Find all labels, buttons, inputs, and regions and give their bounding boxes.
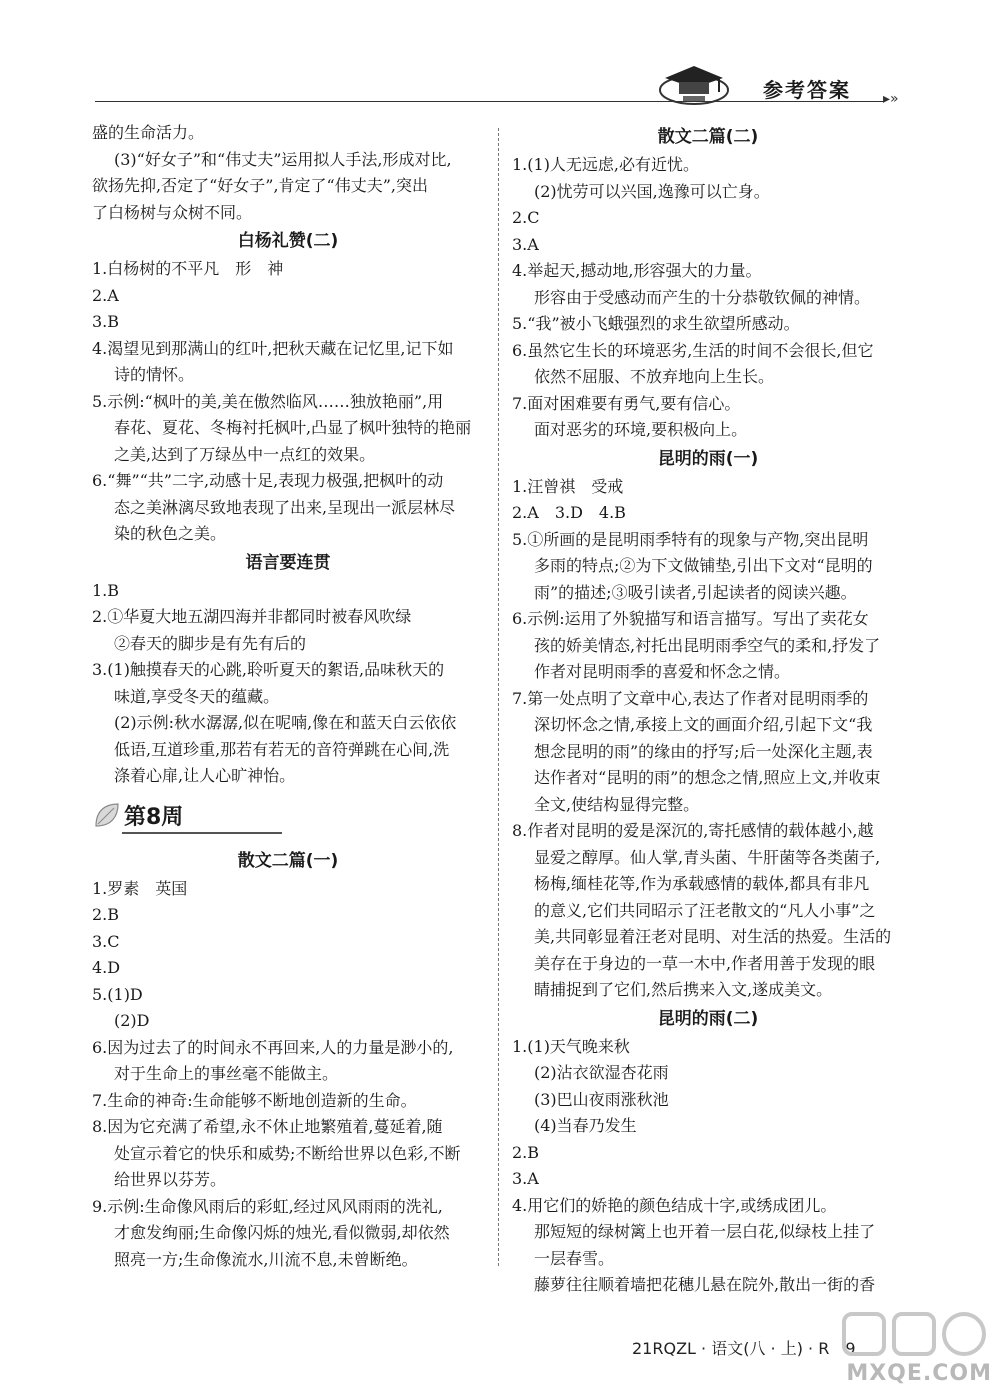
answer-line: 涤着心扉,让人心旷神怡。 — [114, 766, 296, 785]
week-label: 第8周 — [124, 804, 184, 830]
answer-line: (2)D — [114, 1011, 150, 1030]
section-heading: 语言要连贯 — [245, 552, 331, 573]
answer-line: 全文,使结构显得完整。 — [534, 794, 700, 814]
answer-line: 美,共同彰显着汪老对昆明、对生活的热爱。生活的 — [534, 927, 892, 946]
answer-line: 显爱之醇厚。仙人掌,青头菌、牛肝菌等各类菌子, — [534, 847, 881, 867]
section-heading: 白杨礼赞(二) — [237, 231, 339, 251]
answer-line: ②春天的脚步是有先有后的 — [114, 633, 307, 653]
answer-line: 1.汪曾祺 受戒 — [512, 476, 624, 496]
section-heading: 散文二篇(一) — [237, 850, 339, 871]
page-footer: 21RQZL · 语文(八 · 上) · R 9 — [632, 1339, 856, 1358]
answer-line: 一层春雪。 — [534, 1248, 615, 1268]
watermark-badge-icon — [840, 1310, 992, 1362]
answer-line: 多雨的特点;②为下文做铺垫,引出下文对“昆明的 — [534, 556, 873, 575]
answer-line: 的意义,它们共同昭示了汪老散文的“凡人小事”之 — [534, 900, 876, 920]
answer-line: 达作者对“昆明的雨”的想念之情,照应上文,并收束 — [534, 768, 881, 787]
answer-line: (2)沾衣欲湿杏花雨 — [534, 1063, 669, 1082]
answer-line: 才愈发绚丽;生命像闪烁的烛光,看似微弱,却依然 — [114, 1223, 450, 1242]
answer-line: (2)示例:秋水潺潺,似在呢喃,像在和蓝天白云依依 — [114, 713, 457, 732]
watermark-logo — [840, 1310, 992, 1386]
answer-line: 6.示例:运用了外貌描写和语言描写。写出了卖花女 — [512, 609, 869, 628]
answer-line: 照亮一方;生命像流水,川流不息,未曾断绝。 — [114, 1249, 418, 1269]
answer-line: (3)巴山夜雨涨秋池 — [534, 1089, 669, 1109]
right-column — [512, 122, 904, 1299]
section-heading: 散文二篇(二) — [657, 127, 759, 147]
answer-line: 3.B — [92, 312, 120, 331]
answer-line: 处宣示着它的快乐和威势;不断给世界以色彩,不断 — [114, 1143, 461, 1163]
answer-line: 2.C — [512, 208, 540, 227]
header-title: 参考答案 — [763, 78, 851, 102]
answer-line: 7.第一处点明了文章中心,表达了作者对昆明雨季的 — [512, 688, 869, 708]
page-header — [95, 58, 915, 108]
header-arrow-icon: ▸» — [883, 91, 899, 107]
answer-line: 4.举起天,撼动地,形容强大的力量。 — [512, 261, 762, 280]
answer-line: 雨”的描述;③吸引读者,引起读者的阅读兴趣。 — [534, 582, 857, 602]
answer-line: 欲扬先抑,否定了“好女子”,肯定了“伟丈夫”,突出 — [92, 176, 428, 195]
answer-line: 5.①所画的是昆明雨季特有的现象与产物,突出昆明 — [512, 529, 869, 549]
answer-line: 染的秋色之美。 — [114, 524, 227, 543]
answer-line: 味道,享受冬天的蕴藏。 — [114, 686, 280, 706]
answer-line: 依然不屈服、不放弃地向上生长。 — [534, 367, 775, 386]
left-column — [92, 120, 484, 1273]
answer-line: 3.C — [92, 931, 120, 951]
answer-line: (3)“好女子”和“伟丈夫”运用拟人手法,形成对比, — [114, 149, 452, 169]
answer-line: 形容由于受感动而产生的十分恭敬钦佩的神情。 — [534, 287, 871, 307]
answer-line: 2.A — [92, 285, 119, 305]
answer-line: 想念昆明的雨”的缘由的抒写;后一处深化主题,表 — [534, 741, 873, 761]
answer-line: 1.(1)天气晚来秋 — [512, 1036, 630, 1056]
answer-line: 1.B — [92, 580, 120, 600]
answer-line: 8.因为它充满了希望,永不休止地繁殖着,蔓延着,随 — [92, 1117, 443, 1136]
answer-line: 睛捕捉到了它们,然后携来入文,遂成美文。 — [534, 980, 833, 999]
answer-line: 4.用它们的娇艳的颜色结成十字,或绣成团儿。 — [512, 1195, 837, 1215]
answer-line: 作者对昆明雨季的喜爱和怀念之情。 — [534, 662, 791, 681]
answer-line: 态之美淋漓尽致地表现了出来,呈现出一派层林尽 — [114, 497, 456, 517]
answer-line: 美存在于身边的一草一木中,作者用善于发现的眼 — [534, 953, 876, 973]
answer-line: 5.(1)D — [92, 984, 143, 1004]
answer-line: 3.(1)触摸春天的心跳,聆听夏天的絮语,品味秋天的 — [92, 660, 445, 679]
answer-line: 春花、夏花、冬梅衬托枫叶,凸显了枫叶独特的艳丽 — [114, 418, 472, 437]
answer-line: 6.“舞”“共”二字,动感十足,表现力极强,把枫叶的动 — [92, 471, 444, 490]
answer-line: 诗的情怀。 — [114, 365, 195, 384]
leaf-icon — [92, 800, 122, 830]
answer-line: 2.A 3.D 4.B — [512, 503, 626, 522]
answer-line: 了白杨树与众树不同。 — [92, 202, 253, 222]
answer-line: 之美,达到了万绿丛中一点红的效果。 — [114, 444, 376, 464]
answer-line: 7.生命的神奇:生命能够不断地创造新的生命。 — [92, 1090, 417, 1110]
answer-line: 6.因为过去了的时间永不再回来,人的力量是渺小的, — [92, 1037, 454, 1057]
answer-line: (2)忧劳可以兴国,逸豫可以亡身。 — [534, 181, 770, 201]
answer-line: 1.白杨树的不平凡 形 神 — [92, 259, 284, 278]
answer-line: 盛的生命活力。 — [92, 123, 205, 142]
answer-line: 面对恶劣的环境,要积极向上。 — [534, 420, 748, 439]
answer-line: 5.“我”被小飞蛾强烈的求生欲望所感动。 — [512, 314, 800, 333]
answer-line: 给世界以芬芳。 — [114, 1170, 227, 1189]
section-heading: 昆明的雨(一) — [657, 448, 759, 469]
answer-line: 7.面对困难要有勇气,要有信心。 — [512, 393, 741, 413]
week-heading — [92, 794, 484, 838]
answer-line: (4)当春乃发生 — [534, 1116, 637, 1135]
answer-line: 1.(1)人无远虑,必有近忧。 — [512, 155, 700, 174]
answer-line: 藤萝往往顺着墙把花穗儿悬在院外,散出一街的香 — [534, 1275, 876, 1294]
answer-line: 3.A — [512, 234, 539, 254]
answer-line: 2.B — [512, 1142, 540, 1162]
answer-line: 6.虽然它生长的环境恶劣,生活的时间不会很长,但它 — [512, 340, 874, 360]
answer-line: 8.作者对昆明的爱是深沉的,寄托感情的载体越小,越 — [512, 821, 874, 840]
answer-line: 低语,互道珍重,那若有若无的音符弹跳在心间,洗 — [114, 739, 450, 759]
answer-line: 深切怀念之情,承接上文的画面介绍,引起下文“我 — [534, 715, 873, 734]
graduation-cap-logo-icon — [657, 60, 731, 106]
answer-line: 1.罗素 英国 — [92, 878, 188, 898]
answer-line: 杨梅,缅桂花等,作为承载感情的载体,都具有非凡 — [534, 874, 870, 893]
section-heading: 昆明的雨(二) — [657, 1008, 759, 1029]
watermark-text: MXQE.COM — [846, 1361, 992, 1386]
answer-line: 4.D — [92, 958, 121, 977]
answer-line: 4.渴望见到那满山的红叶,把秋天藏在记忆里,记下如 — [92, 338, 454, 358]
week-underline — [122, 832, 282, 834]
answer-line: 对于生命上的事丝毫不能做主。 — [114, 1064, 339, 1083]
answer-line: 3.A — [512, 1169, 539, 1188]
answer-line: 那短短的绿树篱上也开着一层白花,似绿枝上挂了 — [534, 1222, 876, 1241]
column-divider — [498, 128, 499, 1266]
answer-line: 孩的娇美情态,衬托出昆明雨季空气的柔和,抒发了 — [534, 635, 881, 655]
answer-line: 2.B — [92, 905, 120, 924]
answer-line: 2.①华夏大地五湖四海并非都同时被春风吹绿 — [92, 607, 412, 626]
answer-line: 5.示例:“枫叶的美,美在傲然临风……独放艳丽”,用 — [92, 391, 444, 411]
header-rule — [95, 101, 885, 102]
answer-line: 9.示例:生命像风雨后的彩虹,经过风风雨雨的洗礼, — [92, 1196, 443, 1216]
